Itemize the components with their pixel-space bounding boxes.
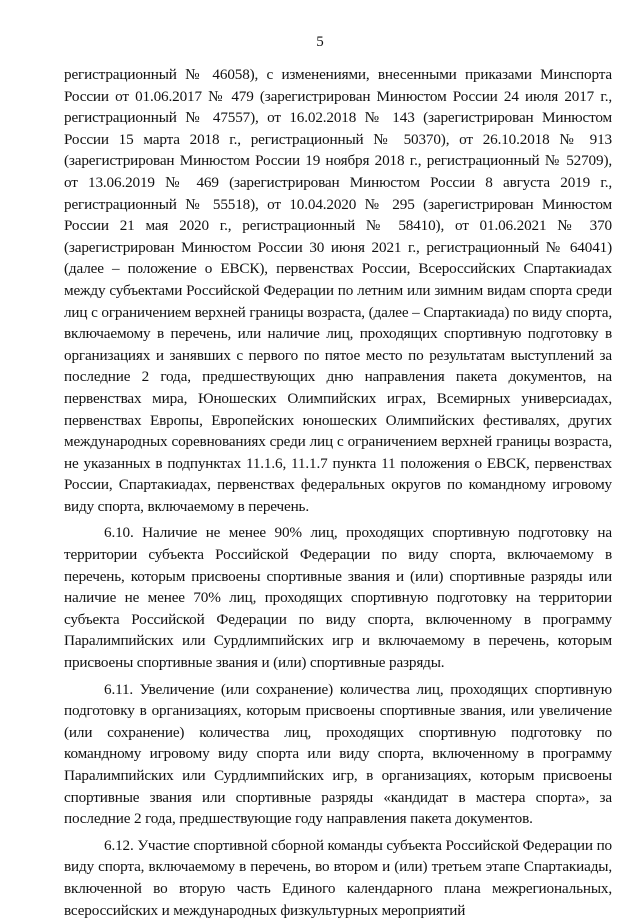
document-body (64, 64, 612, 921)
page-number: 5 (316, 34, 324, 50)
paragraph-6-12: 6.12. Участие спортивной сборной команды субъекта Российской Федерации по виду спорта, включаемому в перечень, во втором и (или) третьем этапе Спартакиады, включенной во вторую часть Единого календарного плана межрегиональных, всероссийских и международных физкультурных мероприятий (64, 836, 612, 919)
paragraph-6-11: 6.11. Увеличение (или сохранение) количества лиц, проходящих спортивную подготовку в организациях, которым присвоены спортивные звания, или увеличение (или сохранение) количества лиц, проходящих спортивную подготовку по командному игровому виду спорта или виду спорта, включенному в программу Паралимпийских или Сурдлимпийских игр, в организациях, которым присвоены спортивные звания или спортивные разряды «кандидат в мастера спорта», за последние 2 года, предшествующие году направления пакета документов. (64, 680, 612, 828)
paragraph-6-10: 6.10. Наличие не менее 90% лиц, проходящих спортивную подготовку на территории субъекта Российской Федерации по виду спорта, включаемому в перечень, которым присвоены спортивные звания и (или) спортивные разряды или наличие не менее 70% лиц, проходящих спортивную подготовку на территории субъекта Российской Федерации по виду спорта, включенному в программу Паралимпийских или Сурдлимпийских игр и включаемому в перечень, которым присвоены спортивные звания и (или) спортивные разряды. (64, 524, 612, 672)
paragraph-continuation: регистрационный № 46058), с изменениями, внесенными приказами Минспорта России от 01.06.2017 № 479 (зарегистрирован Минюстом России 24 июля 2017 г., регистрационный № 47557), от 16.02.2018 № 143 (зарегистрирован Минюстом России 15 марта 2018 г., регистрационный № 50370), от 26.10.2018 № 913 (зарегистрирован Минюстом России 19 ноября 2018 г., регистрационный № 52709), от 13.06.2019 № 469 (зарегистрирован Минюстом России 8 августа 2019 г., регистрационный № 55518), от 10.04.2020 № 295 (зарегистрирован Минюстом России 21 мая 2020 г., регистрационный № 58410), от 01.06.2021 № 370 (зарегистрирован Минюстом России 30 июня 2021 г., регистрационный № 64041) (далее – положение о ЕВСК), первенствах России, Всероссийских Спартакиадах между субъектами Российской Федерации по летним или зимним видам спорта среди лиц с ограничением верхней границы возраста, (далее – Спартакиада) по виду спорта, включаемому в перечень, или наличие лиц, проходящих спортивную подготовку в организациях и занявших с первого по пятое место по результатам выступлений за последние 2 года, предшествующих дню направления пакета документов, на первенствах мира, Юношеских Олимпийских играх, Всемирных универсиадах, первенствах Европы, Европейских юношеских Олимпийских фестивалях, других международных соревнованиях среди лиц с ограничением верхней границы возраста, не указанных в подпунктах 11.1.6, 11.1.7 пункта 11 положения о ЕВСК, первенствах России, Спартакиадах, первенствах федеральных округов по командному игровому виду спорта, включаемому в перечень. (64, 66, 612, 515)
